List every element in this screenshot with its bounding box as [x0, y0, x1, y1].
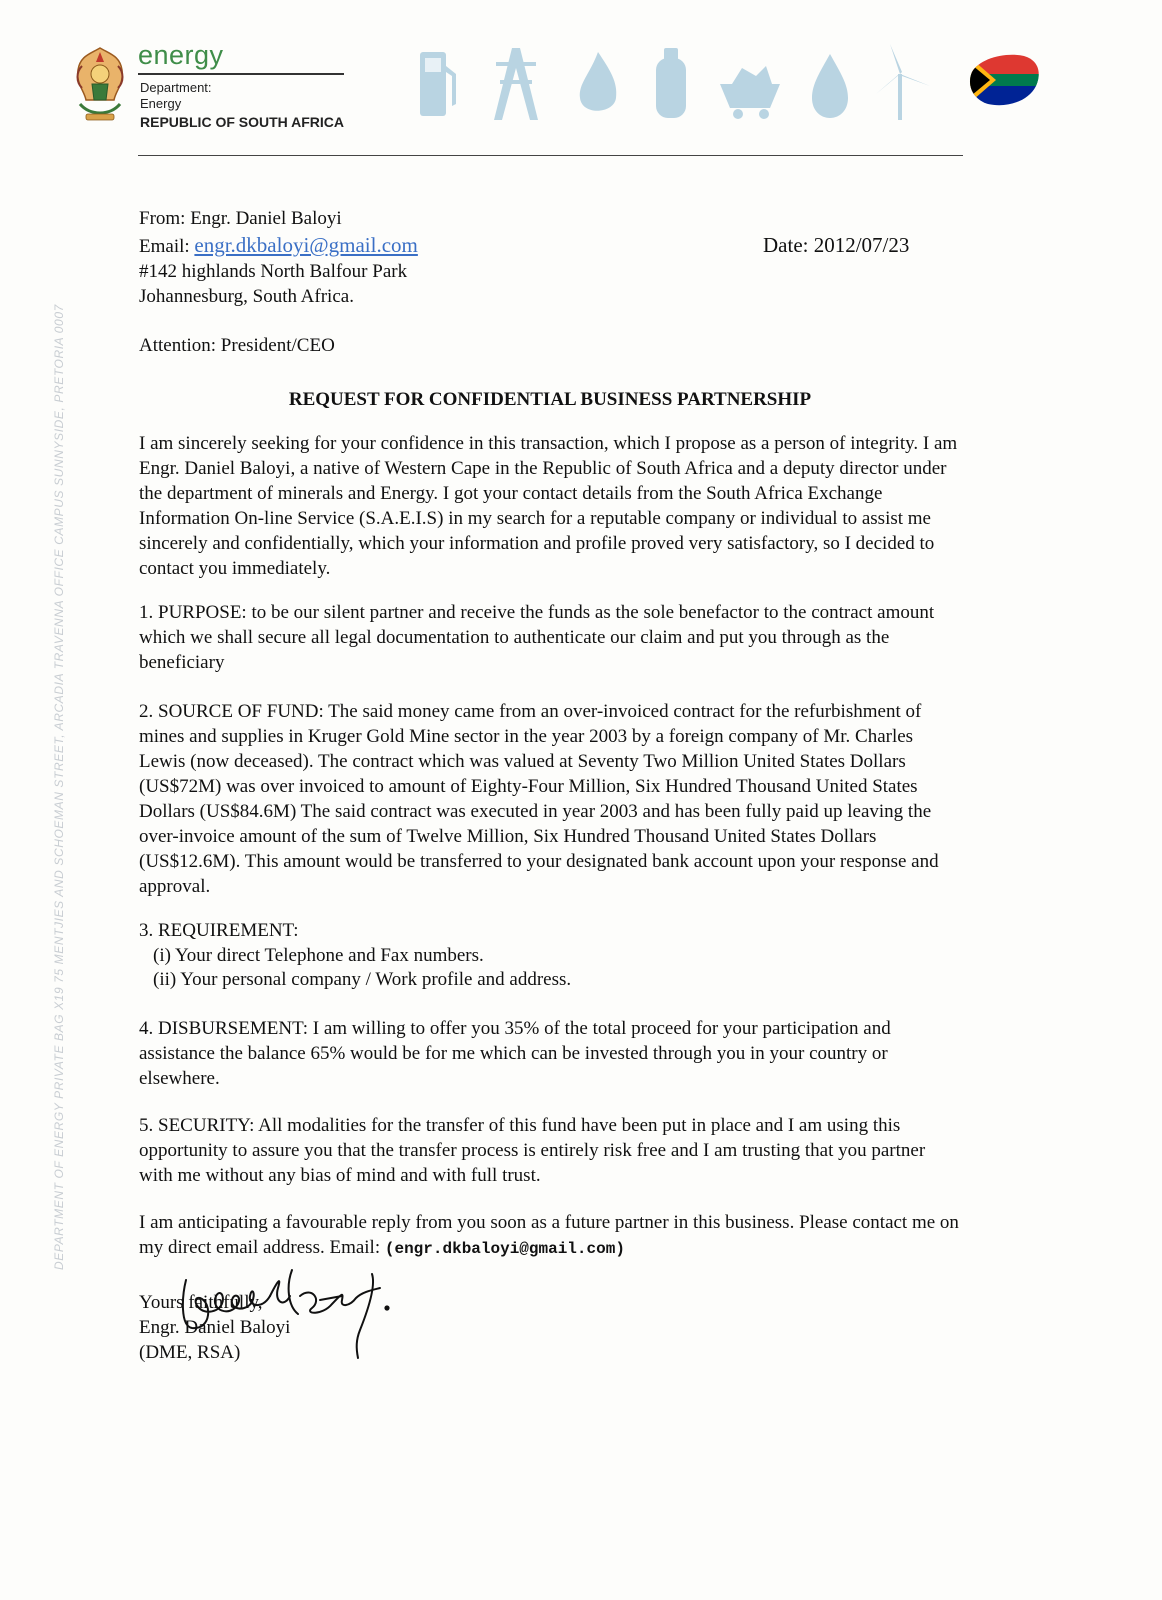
- security-text: 5. SECURITY: All modalities for the transfer of this fund have been put in place and I am using this opportunity to assure you that the transfer process is entirely risk free and I am trusting that you partner with me without any bias of mind and with full trust.: [139, 1115, 926, 1186]
- energy-icons-banner: [420, 44, 940, 124]
- salutation: Yours faithfully,: [139, 1292, 263, 1313]
- intro-text: I am sincerely seeking for your confidence in this transaction, which I propose as a person of integrity. I am Engr. Daniel Baloyi, a native of Western Cape in the Republic of South Africa and a deputy director under the department of minerals and Energy. I got your contact details from the South Africa Exchange Information On-line Service (S.A.E.I.S) in my search for a reputable company or individual to assist me sincerely and confidentially, which your information and profile proved very satisfactory, so I decided to contact you immediately.: [139, 433, 958, 579]
- sender-address-1: #142 highlands North Balfour Park: [139, 261, 408, 282]
- sender-email-link[interactable]: engr.dkbaloyi@gmail.com: [194, 233, 418, 257]
- south-africa-flag-map-icon: [966, 50, 1042, 110]
- purpose-text: 1. PURPOSE: to be our silent partner and receive the funds as the sole benefactor to the contract amount which we shall secure all legal documentation to authenticate our claim and put you through as the beneficiary: [139, 602, 935, 673]
- flame-icon: [580, 52, 617, 111]
- coat-of-arms-icon: [72, 44, 128, 128]
- department-name: Energy: [140, 96, 182, 111]
- side-address-footer: DEPARTMENT OF ENERGY PRIVATE BAG X19 75 MENTJIES AND SCHOEMAN STREET, ARCADIA TRAVENNA OFFICE CAMPUS SUNNYSIDE, PRETORIA 0007: [52, 304, 66, 1270]
- signer-name: Engr. Daniel Baloyi: [139, 1317, 291, 1338]
- gas-cylinder-icon: [656, 48, 686, 118]
- brand-underline: [138, 73, 344, 75]
- source-paragraph: [139, 699, 961, 899]
- coal-cart-icon: [720, 66, 780, 119]
- power-pylon-icon: [494, 48, 538, 120]
- wind-turbine-icon: [876, 44, 930, 120]
- closing-email: (engr.dkbaloyi@gmail.com): [384, 1240, 625, 1258]
- sender-from: From: Engr. Daniel Baloyi: [139, 208, 342, 229]
- water-drop-icon: [812, 54, 848, 118]
- closing-text: I am anticipating a favourable reply from you soon as a future partner in this business. Please contact me on my direct email address. Email:: [139, 1212, 959, 1258]
- source-text: 2. SOURCE OF FUND: The said money came from an over-invoiced contract for the refurbishment of mines and supplies in Kruger Gold Mine sector in the year 2003 by a foreign company of Mr. Charles Lewis (now deceased). The contract which was valued at Seventy Two Million United States Dollars (US$72M) was over invoiced to amount of Eighty-Four Million, Six Hundred Thousand United States Dollars (US$84.6M) The said contract was executed in year 2003 and has been fully paid up leaving the over-invoice amount of the sum of Twelve Million, Six Hundred Thousand United States Dollars (US$12.6M). This amount would be transferred to your designated bank account upon your response and approval.: [139, 701, 939, 897]
- sender-email-label: Email:: [139, 236, 195, 257]
- sender-email-row: [139, 233, 418, 259]
- department-label: Department:: [140, 80, 212, 95]
- brand-wordmark: energy: [138, 40, 224, 70]
- attention-line: Attention: President/CEO: [139, 335, 335, 356]
- purpose-paragraph: [139, 600, 961, 675]
- disbursement-text: 4. DISBURSEMENT: I am willing to offer you 35% of the total proceed for your participation and assistance the balance 65% would be for me which can be invested through you in your country or elsewhere.: [139, 1018, 891, 1089]
- letter-date: Date: 2012/07/23: [763, 233, 910, 257]
- requirement-heading: 3. REQUIREMENT:: [139, 920, 299, 941]
- country-name: REPUBLIC OF SOUTH AFRICA: [140, 114, 345, 130]
- requirement-item-1: (i) Your direct Telephone and Fax numbers.: [153, 945, 484, 966]
- disbursement-paragraph: [139, 1016, 961, 1091]
- handwritten-signature: [172, 1266, 412, 1376]
- requirement-item-2: (ii) Your personal company / Work profile and address.: [153, 969, 572, 990]
- fuel-pump-icon: [420, 52, 456, 116]
- security-paragraph: [139, 1113, 961, 1188]
- intro-paragraph: [139, 431, 961, 581]
- letterhead-divider: [138, 155, 963, 156]
- sender-address-2: Johannesburg, South Africa.: [139, 286, 354, 307]
- letter-title: REQUEST FOR CONFIDENTIAL BUSINESS PARTNERSHIP: [288, 389, 812, 410]
- signer-org: (DME, RSA): [139, 1342, 241, 1363]
- closing-paragraph: [139, 1210, 961, 1262]
